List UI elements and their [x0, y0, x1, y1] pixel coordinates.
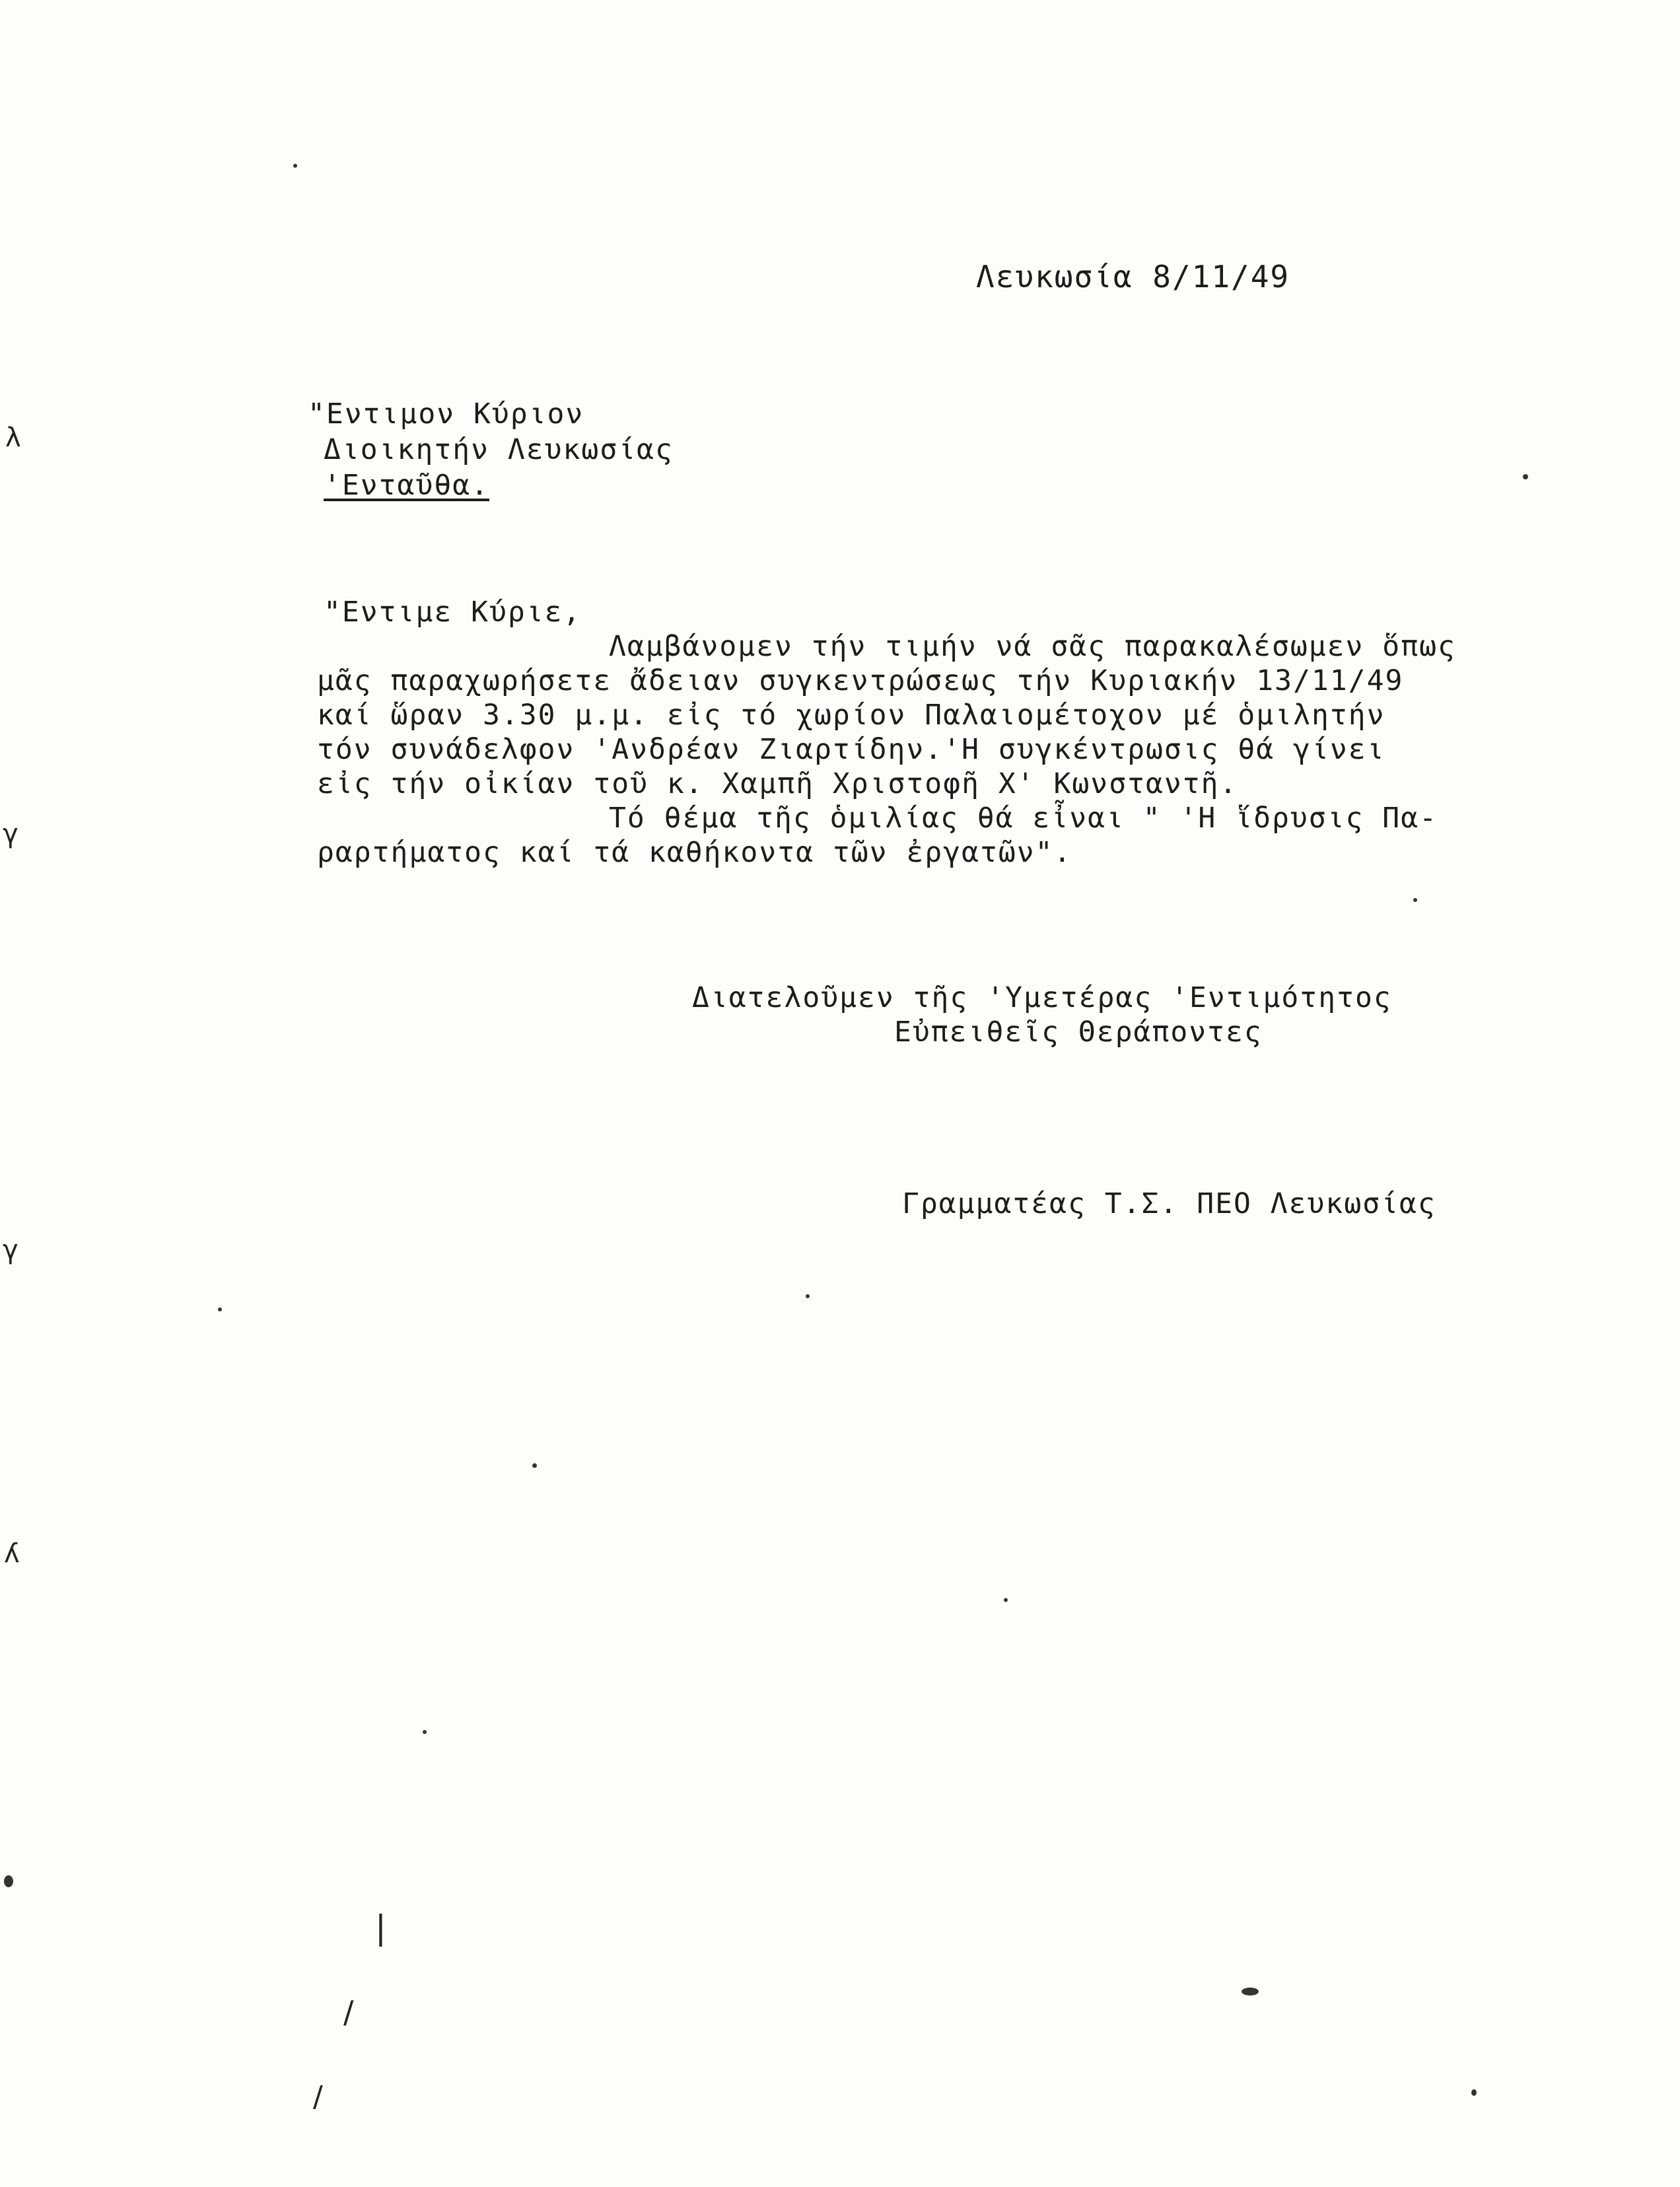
body-line-1: Λαμβάνομεν τήν τιμήν νά σᾶς παρακαλέσωμεν ὅπως [609, 630, 1456, 663]
scan-speck [1004, 1598, 1008, 1602]
recipient-line-1: "Εντιμον Κύριον [308, 398, 584, 431]
closing-line-1: Διατελοῦμεν τῆς 'Υμετέρας 'Εντιμότητος [692, 981, 1392, 1014]
place-date: Λευκωσία 8/11/49 [976, 259, 1290, 295]
scan-speck [293, 164, 297, 168]
margin-mark: γ [3, 819, 18, 849]
margin-mark: ʎ [4, 1539, 20, 1569]
scan-speck [1523, 474, 1528, 479]
body-line-6: Τό θέμα τῆς ὁμιλίας θά εἶναι " 'Η ἵδρυσις Πα- [609, 802, 1438, 835]
scan-speck [4, 1875, 13, 1887]
salutation: "Εντιμε Κύριε, [324, 596, 582, 629]
scan-speck [1471, 2089, 1477, 2096]
scan-speck [218, 1307, 222, 1311]
scan-speck [1413, 898, 1417, 902]
body-line-3: καί ὥραν 3.30 μ.μ. εἰς τό χωρίον Παλαιομέτοχον μέ ὁμιλητήν [317, 699, 1385, 732]
scan-stroke: / [343, 1994, 354, 2030]
scan-stroke: / [313, 2080, 323, 2114]
scan-speck [806, 1294, 810, 1298]
scan-speck [532, 1463, 537, 1468]
closing-line-2: Εὐπειθεῖς Θεράποντες [894, 1016, 1263, 1049]
scan-stroke: | [375, 1908, 386, 1947]
margin-mark: γ [3, 1235, 18, 1265]
body-line-5: εἰς τήν οἰκίαν τοῦ κ. Χαμπῆ Χριστοφῆ Χ' Κωνσταντῆ. [317, 767, 1238, 800]
body-line-2: μᾶς παραχωρήσετε ἄδειαν συγκεντρώσεως τήν Κυριακήν 13/11/49 [317, 664, 1404, 697]
recipient-line-3: 'Ενταῦθα. [324, 469, 489, 502]
scan-speck [1242, 1988, 1259, 1996]
body-line-4: τόν συνάδελφον 'Ανδρέαν Ζιαρτίδην.'Η συγκέντρωσις θά γίνει [317, 733, 1385, 766]
recipient-line-2: Διοικητήν Λευκωσίας [324, 433, 674, 466]
margin-mark: λ [5, 423, 21, 453]
signature: Γραμματέας Τ.Σ. ΠΕΟ Λευκωσίας [902, 1187, 1436, 1220]
scan-speck [423, 1730, 427, 1734]
body-line-7: ραρτήματος καί τά καθήκοντα τῶν ἐργατῶν". [317, 836, 1072, 869]
